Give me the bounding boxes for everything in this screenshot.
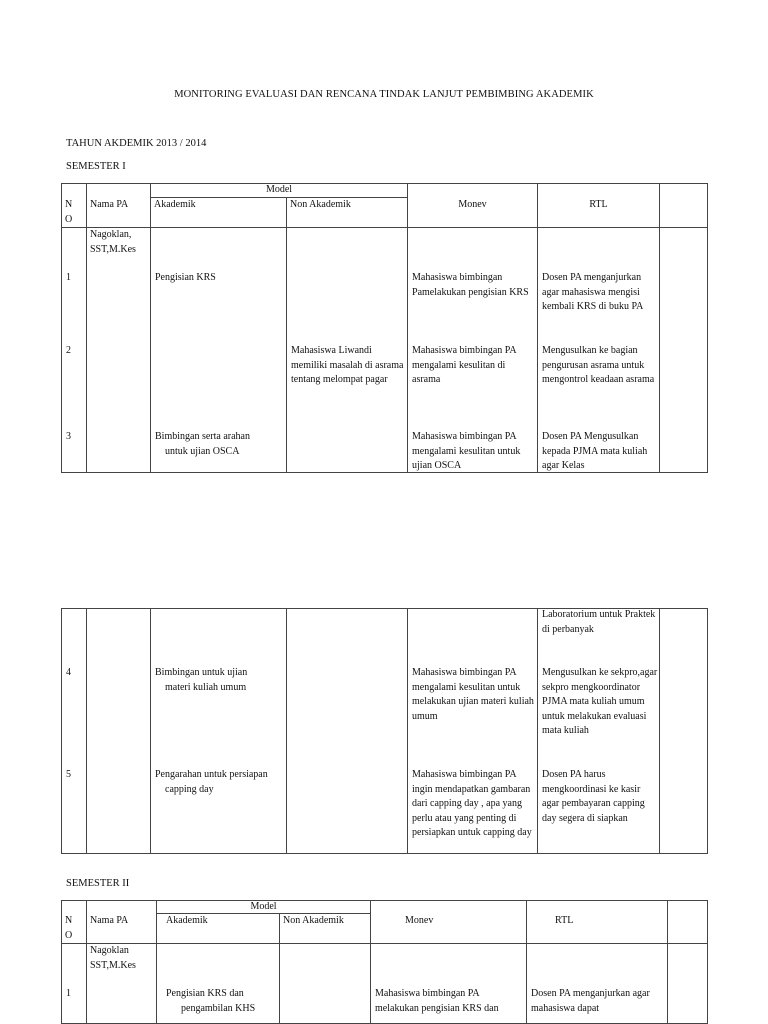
semester-1-heading: SEMESTER I bbox=[66, 161, 126, 172]
row-no-2: 2 bbox=[66, 345, 71, 356]
nama-pa-cell bbox=[87, 609, 151, 854]
table-row-numbers bbox=[62, 228, 87, 473]
header-monev: Monev bbox=[408, 184, 538, 228]
nama-pa-cell: Nagoklan, SST,M.Kes bbox=[87, 228, 151, 473]
monev-row-1: Mahasiswa bimbingan Pamelakukan pengisian KRS bbox=[412, 272, 529, 298]
row-no-5: 5 bbox=[66, 769, 71, 780]
rtl-row-3: Dosen PA Mengusulkan kepada PJMA mata kuliah agar Kelas bbox=[542, 431, 648, 471]
row-no-1: 1 bbox=[66, 272, 71, 283]
non-akademik-cell bbox=[280, 944, 371, 1024]
header-no: N O bbox=[62, 901, 87, 944]
monev-cell bbox=[371, 944, 527, 1024]
monev-cell bbox=[408, 609, 538, 854]
akademik-cell bbox=[157, 944, 280, 1024]
header-empty bbox=[668, 901, 708, 944]
header-rtl: RTL bbox=[527, 901, 668, 944]
rtl-cell bbox=[527, 944, 668, 1024]
akademik-cell bbox=[151, 609, 287, 854]
rtl-row-1: Dosen PA menganjurkan agar mahasiswa dapat bbox=[531, 988, 650, 1014]
rtl-cell bbox=[538, 228, 660, 473]
header-non-akademik: Non Akademik bbox=[280, 914, 371, 944]
nama-pa-cell: Nagoklan SST,M.Kes bbox=[87, 944, 157, 1024]
header-akademik: Akademik bbox=[151, 197, 287, 227]
row-no-1: 1 bbox=[66, 988, 71, 999]
empty-cell bbox=[668, 944, 708, 1024]
akademik-row-1: Pengisian KRS bbox=[155, 272, 216, 283]
header-model: Model bbox=[151, 184, 408, 198]
header-no: N O bbox=[62, 184, 87, 228]
header-akademik: Akademik bbox=[157, 914, 280, 944]
header-monev: Monev bbox=[371, 901, 527, 944]
empty-cell bbox=[660, 228, 708, 473]
rtl-continuation: Laboratorium untuk Praktek di perbanyak bbox=[542, 609, 656, 635]
semester-1-table bbox=[61, 183, 708, 473]
semester-1-table-continued bbox=[61, 608, 708, 854]
semester-2-table bbox=[61, 900, 708, 1024]
monev-row-1: Mahasiswa bimbingan PA melakukan pengisian KRS dan bbox=[375, 988, 499, 1014]
header-empty bbox=[660, 184, 708, 228]
academic-year: TAHUN AKDEMIK 2013 / 2014 bbox=[66, 138, 207, 149]
akademik-row-3: Bimbingan serta arahan untuk ujian OSCA bbox=[155, 431, 250, 457]
monev-row-2: Mahasiswa bimbingan PA mengalami kesulitan di asrama bbox=[412, 345, 517, 385]
akademik-cell bbox=[151, 228, 287, 473]
row-no-3: 3 bbox=[66, 431, 71, 442]
row-no-4: 4 bbox=[66, 667, 71, 678]
akademik-row-4: Bimbingan untuk ujian materi kuliah umum bbox=[155, 667, 248, 693]
table-row-numbers bbox=[62, 944, 87, 1024]
rtl-row-5: Dosen PA harus mengkoordinasi ke kasir agar pembayaran capping day segera di siapkan bbox=[542, 769, 645, 824]
monev-row-4: Mahasiswa bimbingan PA mengalami kesulitan untuk melakukan ujian materi kuliah umum bbox=[412, 667, 534, 722]
rtl-row-1: Dosen PA menganjurkan agar mahasiswa mengisi kembali KRS di buku PA bbox=[542, 272, 644, 312]
monev-row-3: Mahasiswa bimbingan PA mengalami kesulitan untuk ujian OSCA bbox=[412, 431, 521, 471]
semester-2-heading: SEMESTER II bbox=[66, 878, 130, 889]
header-non-akademik: Non Akademik bbox=[287, 197, 408, 227]
rtl-cell bbox=[538, 609, 660, 854]
monev-row-5: Mahasiswa bimbingan PA ingin mendapatkan gambaran dari capping day , apa yang perlu atau yang penting di persiapkan untuk capping day bbox=[412, 769, 532, 838]
header-model: Model bbox=[157, 901, 371, 914]
non-akademik-cell bbox=[287, 228, 408, 473]
rtl-row-2: Mengusulkan ke bagian pengurusan asrama untuk mengontrol keadaan asrama bbox=[542, 345, 655, 385]
empty-cell bbox=[660, 609, 708, 854]
header-rtl: RTL bbox=[538, 184, 660, 228]
non-akademik-cell bbox=[287, 609, 408, 854]
rtl-row-4: Mengusulkan ke sekpro,agar sekpro mengkoordinator PJMA mata kuliah umum untuk melakukan evaluasi mata kuliah bbox=[542, 667, 658, 736]
monev-cell bbox=[408, 228, 538, 473]
header-nama-pa: Nama PA bbox=[87, 901, 157, 944]
non-akademik-row-2: Mahasiswa Liwandi memiliki masalah di asrama tentang melompat pagar bbox=[291, 345, 404, 385]
table-row-numbers bbox=[62, 609, 87, 854]
akademik-row-5: Pengarahan untuk persiapan capping day bbox=[155, 769, 268, 795]
header-nama-pa: Nama PA bbox=[87, 184, 151, 228]
page-title: MONITORING EVALUASI DAN RENCANA TINDAK LANJUT PEMBIMBING AKADEMIK bbox=[174, 89, 594, 100]
akademik-row-1: Pengisian KRS dan pengambilan KHS bbox=[166, 988, 256, 1014]
